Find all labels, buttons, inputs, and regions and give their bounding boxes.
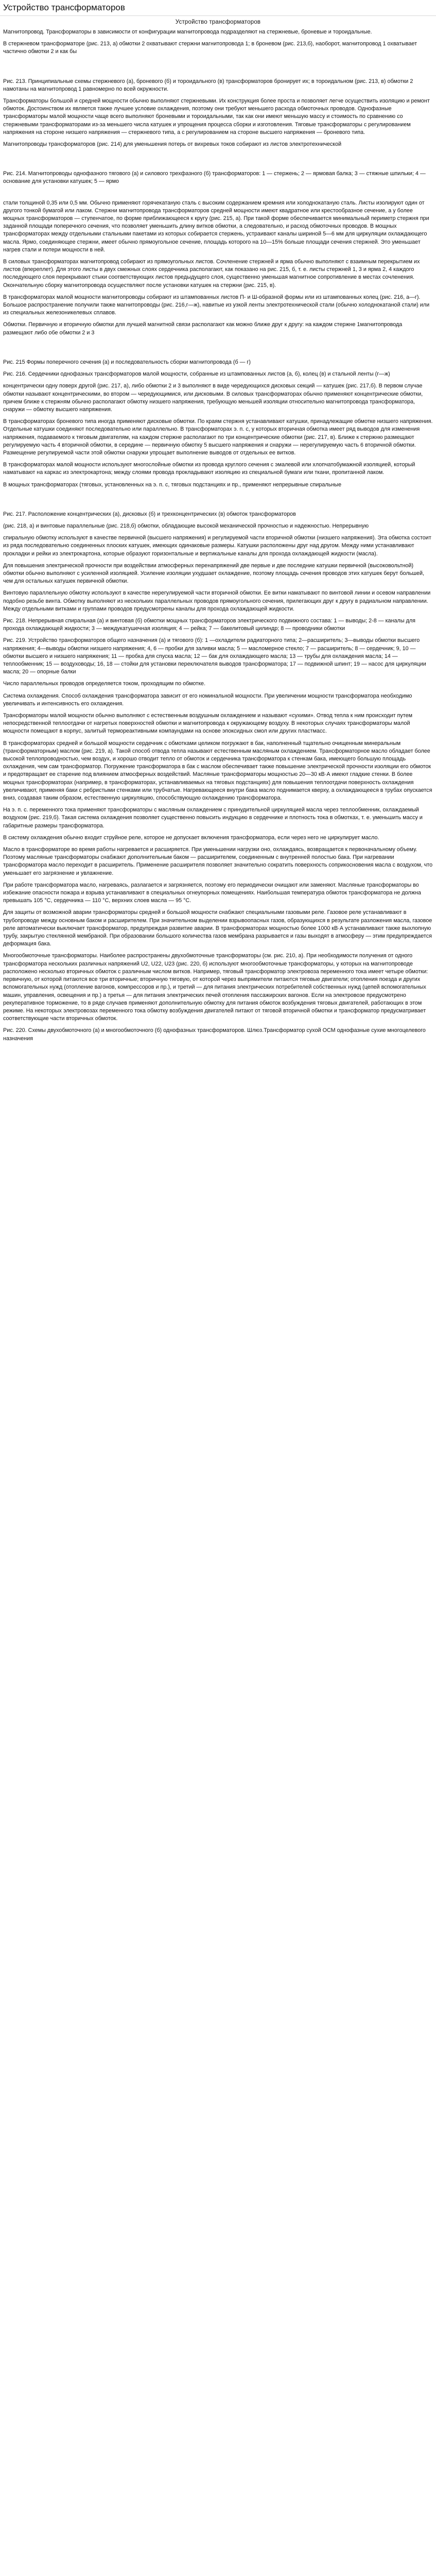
paragraph: Рис. 220. Схемы двухобмоточного (а) и многообмоточного (б) однофазных трансформаторов. Шлюз.Трансформатор сухой ОСМ однофазные сухие многоцелевого назначения [3, 1027, 426, 1042]
paragraph: Масло в трансформаторе во время работы нагревается и расширяется. При уменьшении нагрузки оно, охлаждаясь, возвращается к первоначальному объему. Поэтому масляные трансформаторы снабжают дополнительным баком — расширителем, соединенным с внутренней полостью бака. При нагревании трансформатора масло переходит в расширитель. Применение расширителя позволяет значительно сократить поверхность соприкосновения масла с воздухом, что уменьшает его загрязнение и увлажнение. [3, 846, 433, 876]
paragraph: Рис. 216. Сердечники однофазных трансформаторов малой мощности, собранные из штампованных листов (а, б), колец (в) и стальной ленты (г—ж) [3, 371, 390, 378]
paragraph: Рис. 217. Расположение концентрических (а), дисковых (б) и трехконцентрических (в) обмоток трансформаторов [3, 511, 296, 517]
paragraph: спиральную обмотку используют в качестве первичной (высшего напряжения) и регулируемой части вторичной обмотки (низшего напряжения). Эта обмотка состоит из ряда последовательно соединенных плоских катушек, имеющих одинаковые размеры. Катушки расположены друг над другом. Между ними устанавливают прокладки и рейки из электрокартона, которые образуют горизонтальные и вертикальные каналы для прохода охлаждающей жидкости (масла). [3, 535, 431, 557]
paragraph: Рис. 215 Формы поперечного сечения (а) и последовательность сборки магнитопровода (б — г) [3, 359, 251, 365]
page-header [0, 0, 436, 16]
figure-placeholder [3, 493, 433, 511]
paragraph: В трансформаторах средней и большой мощности сердечник с обмотками целиком погружают в бак, наполненный тщательно очищенным минеральным (трансформаторным) маслом (рис. 219, а). Такой способ отвода тепла называют естественным масляным охлаждением. Трансформаторное масло обладает более высокой теплопроводностью, чем воздух, и хорошо отводит тепло от обмоток и сердечника трансформатора к стенкам бака, имеющего большую площадь охлаждения, чем сам трансформатор. Погружение трансформатора в бак с маслом обеспечивает также повышение электрической прочности изоляции его обмоток и предотвращает ее старение под влиянием атмосферных воздействий. Масляные трансформаторы мощностью 20—30 кВ·А имеют гладкие стенки. В более мощных трансформаторах (например, в трансформаторах, устанавливаемых на тяговых подстанциях) для повышения теплоотдачи поверхность охлаждения увеличивают, применяя баки с ребристыми стенками или трубчатые. Нагревающееся внутри бака масло поднимается кверху, а охлаждающееся в трубах опускается вниз, создавая таким образом, естественную циркуляцию, способствующую охлаждению трансформатора. [3, 740, 432, 802]
paragraph: Рис. 213. Принципиальные схемы стержневого (а), броневого (б) и тороидального (в) трансформаторов бронирует их; в тороидальном (рис. 213, в) обмотки 2 намотаны на магнитопровод 1 равномерно по всей окружности. [3, 78, 413, 92]
paragraph: Трансформаторы малой мощности обычно выполняют с естественным воздушным охлаждением и называют «сухими». Отвод тепла к ним происходит путем непосредственной теплоотдачи от нагретых поверхностей обмотки и магнитопровода к окружающему воздуху. В некоторых случаях трансформаторы малой мощности помещают в корпус, залитый термореактивными компаундами на основе эпоксидных смол или других пластмасс. [3, 713, 413, 735]
paragraph: В силовых трансформаторах магнитопровод собирают из прямоугольных листов. Сочленение стержней и ярма обычно выполняют с взаимным перекрытием их листов (впереплет). Для этого листы в двух смежных слоях сердечника располагают, как показано на рис. 215, б, т. е. листы стержней 1, 3 и ярма 2, 4 каждого последующего слоя перекрывают стыки соответствующих листов предыдущего слоя, существенно уменьшая магнитное сопротивление в местах сочленения. Окончательную сборку магнитопровода осуществляют после установки катушек на стержни (рис. 215, в). [3, 259, 420, 289]
figure-placeholder [3, 60, 433, 78]
paragraph: В трансформаторах малой мощности используют многослойные обмотки из провода круглого сечения с эмалевой или хлопчатобумажной изоляцией, который наматывают на каркас из электрокартона; между слоями провода прокладывают изоляцию из специальной бумаги или ткани, пропитанной лаком. [3, 462, 415, 476]
paragraph: Рис. 218. Непрерывная спиральная (а) и винтовая (б) обмотки мощных трансформаторов электрического подвижного состава: 1 — выводы; 2-8 — каналы для прохода охлаждающей жидкости; 3 — междукатушечная изоляция; 4 — рейка; 7 — бакелитовый цилиндр; 8 — проводники обмотки [3, 617, 416, 632]
paragraph: Винтовую параллельную обмотку используют в качестве нерегулируемой части вторичной обмотки. Ее витки наматывают по винтовой линии и осевом направлении подобно резьбе винта. Обмотку выполняют из нескольких параллельных проводов прямоугольного сечения, прилегающих друг к другу в радиальном направлении. Между отдельными витками и группами проводов предусмотрены каналы для прохода охлаждающей жидкости. [3, 590, 431, 612]
article-subtitle: Устройство трансформаторов [175, 19, 261, 25]
paragraph: Для повышения электрической прочности при воздействии атмосферных перенапряжений две первые и две последние катушки первичной (высоковольтной) обмотки обычно выполняют с усиленной изоляцией. Усиление изоляции ухудшает охлаждение, поэтому площадь сечения проводов этих катушек берут большей, чем для остальных катушек первичной обмотки. [3, 562, 425, 585]
paragraph: При работе трансформатора масло, нагреваясь, разлагается и загрязняется, поэтому его периодически очищают или заменяют. Масляные трансформаторы во избежание опасности пожара и взрыва устанавливают в специальных огнеупорных помещениях. Наибольшая температура обмоток трансформатора не должна превышать 105 °С, сердечника — 110 °С, верхних слоев масла — 95 °С. [3, 882, 421, 904]
paragraph: Рис. 219. Устройство трансформаторов общего назначения (а) и тягового (б): 1 —охладители радиаторного типа; 2—расширитель; 3—выводы обмотки высшего напряжения; 4—выводы обмотки низшего напряжения; 4, 6 — пробки для заливки масла; 5 — масломерное стекло; 7 — расширитель; 8 — сердечник; 9, 10 — обмотки высшего и низшего напряжения; 11 — пробка для спуска масла; 12 — бак для охлаждающего масла; 13 — трубы для охлаждения масла; 14 — теплообменник; 15 — воздуховоды; 16, 18 — стойки для установки переключателя выводов трансформатора; 17 — подвижной шпинт; 19 — насос для циркуляции масла; 20 — опорные балки [3, 637, 426, 675]
paragraph: На э. п. с. переменного тока применяют трансформаторы с масляным охлаждением с принудительной циркуляцией масла через теплообменник, охлаждаемый воздухом (рис. 219,б). Такая система охлаждения позволяет существенно повысить индукцию в сердечнике и плотность тока в обмотках, т. е. уменьшить массу и габаритные размеры трансформатора. [3, 807, 423, 829]
figure-placeholder [3, 341, 433, 359]
paragraph: (рис. 218, а) и винтовые параллельные (рис. 218,б) обмотки, обладающие высокой механической прочностью и надежностью. Непрерывную [3, 522, 369, 529]
paragraph: стали толщиной 0,35 или 0,5 мм. Обычно применяют горячекатаную сталь с высоким содержанием кремния или холоднокатаную сталь. Листы изолируют один от другого тонкой бумагой или лаком. Стержни магнитопровода трансформаторов средней мощности имеют квадратное или крестообразное сечение, а у более мощных трансформаторов — ступенчатое, по форме приближающееся к кругу (рис. 215, а). При такой форме обеспечивается минимальный периметр стержня при заданной площади поперечного сечения, что позволяет уменьшить длину витков обмотки, а следовательно, и расход обмоточных проводов. В мощных трансформаторах между отдельными стальными пакетами из которых собирается стержень, устраивают каналы шириной 5—6 мм для циркуляции охлаждающего масла. Ярмо, соединяющее стержни, имеет обычно прямоугольное сечение, площадь которого на 10—15% больше площади сечения стержней. Это уменьшает нагрев стали и потери мощности в ней. [3, 199, 429, 253]
paragraph: Система охлаждения. Способ охлаждения трансформатора зависит от его номинальной мощности. При увеличении мощности трансформатора необходимо увеличивать и интенсивность его охлаждения. [3, 692, 412, 707]
paragraph: В трансформаторах малой мощности магнитопроводы собирают из штампованных листов П- и Ш-образной формы или из штампованных колец (рис. 216, а—г). Большое распространение получили также магнитопроводы (рис. 216,г—ж), навитые из узкой ленты электротехнической стали (обычно холоднокатаной стали) или из специальных железоникелевых сплавов. [3, 294, 430, 316]
paragraph: Магнитопровод. Трансформаторы в зависимости от конфигурации магнитопровода подразделяют на стержневые, броневые и тороидальные. [3, 29, 372, 35]
paragraph: Обмотки. Первичную и вторичную обмотки для лучшей магнитной связи располагают как можно ближе друг к другу: на каждом стержне 1магнитопровода размещают либо обе обмотки 2 и 3 [3, 321, 403, 336]
paragraph: Число параллельных проводов определяется током, проходящим по обмотке. [3, 681, 206, 687]
paragraph: В систему охлаждения обычно входит струйное реле, которое не допускает включения трансформатора, если через него не циркулирует масло. [3, 834, 379, 841]
paragraph: Для защиты от возможной аварии трансформаторы средней и большой мощности снабжают специальными газовыми реле. Газовое реле устанавливают в трубопроводе между основным баком и расширителем. При значительном выделении взрывоопасных газов, образующихся в результате разложения масла, газовое реле автоматически выключает трансформатор, предупреждая развитие аварии. В трансформаторах мощностью более 1000 кВ·А устанавливают также выхлопную трубу, закрытую стеклянной мембраной. При образовании большого количества газов мембрана разрывается и газы выходят в атмосферу — этим предупреждается деформация бака. [3, 909, 432, 947]
article-body [3, 28, 433, 1043]
paragraph: Трансформаторы большой и средней мощности обычно выполняют стержневыми. Их конструкция более проста и позволяет легче осуществить изоляцию и ремонт обмоток. Достоинством их является также лучшее условие охлаждения, поэтому они требуют меньшего расхода обмоточных проводов. Однофазные трансформаторы малой мощности чаще всего выполняют броневыми и тороидальными, так как они имеют меньшую массу и стоимость по сравнению со стержневыми трансформаторами из-за меньшего числа катушек и упрощения процесса сборки и изготовления. Тяговые трансформаторы с регулированием напряжения на стороне низшего напряжения — стержневого типа, а с регулированием на стороне высшего напряжения — броневого типа. [3, 98, 430, 135]
paragraph: концентрически одну поверх другой (рис. 217, а), либо обмотки 2 и 3 выполняют в виде чередующихся дисковых секций — катушек (рис. 217,б). В первом случае обмотки называют концентрическими, во втором — чередующимися, или дисковыми. В силовых трансформаторах обычно применяют концентрические обмотки, причем ближе к стержням обычно располагают обмотку низшего напряжения, требующую меньшей изоляции относительно магнитопровода трансформатора, снаружи — обмотку высшего напряжения. [3, 383, 423, 413]
page-title: Устройство трансформаторов [3, 3, 125, 12]
figure-placeholder [3, 152, 433, 170]
paragraph: В стержневом трансформаторе (рис. 213, а) обмотки 2 охватывают стержни магнитопровода 1; в броневом (рис. 213,б), наоборот, магнитопровод 1 охватывает частично обмотки 2 и как бы [3, 41, 417, 55]
paragraph: Многообмоточные трансформаторы. Наиболее распространены двухобмоточные трансформаторы (см. рис. 210, а). При необходимости получения от одного трансформатора нескольких различных напряжений U2, U22, U23 (рис. 220, б) используют многообмоточные трансформаторы, у которых на магнитопроводе расположено несколько вторичных обмоток с различным числом витков. Например, тяговый трансформатор электровоза переменного тока имеет четыре обмотки: первичную, от которой питаются все три вторичные; вторичную тяговую, от которой через выпрямители питаются тяговые двигатели; отопления поезда и других вспомогательных нужд (отопление вагонов, компрессоров и пр.), и третий — для питания электрических потребителей собственных нужд (цепей вспомогательных машин, управления, освещения и пр.) а третья — для питания электрических печей отопления пассажирских вагонов. Если на электровозе предусмотрено рекуперативное торможение, то в ряде случаев применяют дополнительную обмотку для питания обмоток возбуждения тяговых двигателей, работающих в этом режиме. На некоторых электровозах переменного тока обмотку возбуждения двигателей питают от тяговой вторичной обмотки и трансформатор предусматривает соответствующие части вторичных обмоток. [3, 953, 428, 1022]
paragraph: Рис. 214. Магнитопроводы однофазного тягового (а) и силового трехфазного (б) трансформаторов: 1 — стержень; 2 — ярмовая балка; 3 — стяжные шпильки; 4 — основание для установки катушек; 5 — ярмо [3, 171, 426, 185]
paragraph: В мощных трансформаторах (тяговых, установленных на э. п. с, тяговых подстанциях и пр., применяют непрерывные спиральные [3, 481, 342, 488]
article [0, 16, 436, 1052]
figure-placeholder [3, 190, 433, 199]
paragraph: В трансформаторах броневого типа иногда применяют дисковые обмотки. По краям стержня устанавливают катушки, принадлежащие обмотке низшего напряжения. Отдельные катушки соединяют последовательно или параллельно. В трансформаторах э. п. с, у которых вторичная обмотка имеет ряд выводов для изменения напряжения, подаваемого к тяговым двигателям, на каждом стержне располагают по три концентрические обмотки (рис. 217, в). Ближе к стержню размещают регулируемую часть 4 вторичной обмотки, в середине — первичную обмотку 5 высшего напряжения и снаружи — нерегулируемую часть 6 вторичной обмотки. Размещение регулируемой части этой обмотки снаружи упрощает выполнение выводов от отдельных ее витков. [3, 418, 433, 456]
paragraph: Магнитопроводы трансформаторов (рис. 214) для уменьшения потерь от вихревых токов собирают из листов электротехнической [3, 141, 342, 148]
